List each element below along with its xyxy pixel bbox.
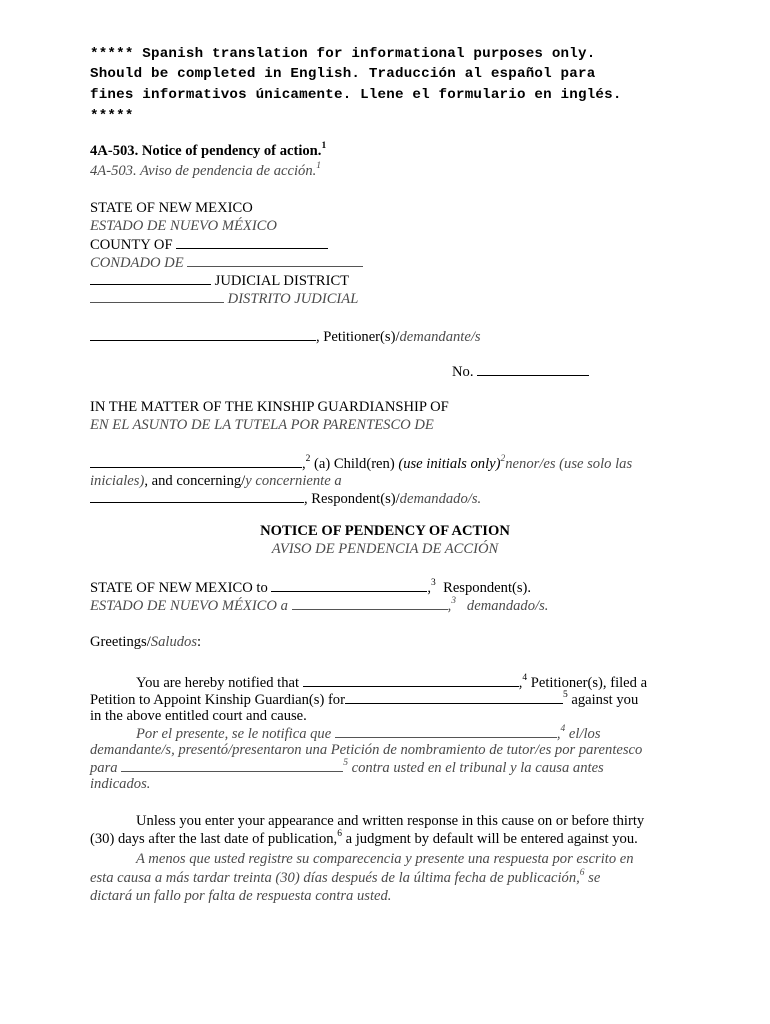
para2-es-line: A menos que usted registre su comparecencia y presente una respuesta por escrito en: [136, 851, 634, 867]
child-field[interactable]: ,$^2$ (a) Child(ren) (use initials only)$^2$nenor/es (use solo las: [90, 455, 632, 473]
county-field-en[interactable]: COUNTY OF: [90, 236, 328, 254]
case-number-field[interactable]: No.: [452, 363, 589, 381]
para1-line: in the above entitled court and cause.: [90, 708, 307, 724]
greeting: Greetings/Saludos:: [90, 634, 202, 650]
form-title-es: 4A-503. Aviso de pendencia de acción.$^1$: [90, 161, 322, 179]
matter-title-en: IN THE MATTER OF THE KINSHIP GUARDIANSHIP OF: [90, 399, 449, 415]
concerning-line: iniciales), and concerning/y concerniente a: [90, 473, 342, 489]
address-field-en[interactable]: STATE OF NEW MEXICO to ,$^3$ Respondent(s).: [90, 578, 532, 596]
petitioner-field[interactable]: , Petitioner(s)/demandante/s: [90, 328, 481, 346]
para1-es-line: demandante/s, presentó/presentaron una Petición de nombramiento de tutor/es por parentesco: [90, 742, 643, 758]
para2-line: (30) days after the last date of publication,$^6$ a judgment by default will be entered against you.: [90, 829, 638, 847]
matter-title-es: EN EL ASUNTO DE LA TUTELA POR PARENTESCO DE: [90, 417, 434, 433]
disclaimer-line: ***** Spanish translation for informational purposes only.: [90, 46, 596, 62]
state-label-es: ESTADO DE NUEVO MÉXICO: [90, 218, 277, 234]
county-field-es[interactable]: CONDADO DE: [90, 254, 363, 272]
para1-es-line[interactable]: Por el presente, se le notifica que ,$^4$ el/los: [136, 724, 601, 742]
para2-line: Unless you enter your appearance and written response in this cause on or before thirty: [136, 813, 645, 829]
form-title-en: 4A-503. Notice of pendency of action.$^1$: [90, 141, 327, 159]
disclaimer-line: Should be completed in English. Traducción al español para: [90, 66, 596, 82]
district-field-en[interactable]: JUDICIAL DISTRICT: [90, 272, 349, 290]
para1-line[interactable]: You are hereby notified that ,$^4$ Petitioner(s), filed a: [136, 673, 648, 691]
para2-es-line: dictará un fallo por falta de respuesta contra usted.: [90, 888, 392, 904]
para1-es-line[interactable]: para $^5$ contra usted en el tribunal y la causa antes: [90, 758, 604, 776]
para2-es-line: esta causa a más tardar treinta (30) días después de la última fecha de publicación,$^6$ se: [90, 868, 601, 886]
state-label-en: STATE OF NEW MEXICO: [90, 200, 253, 216]
respondent-field[interactable]: , Respondent(s)/demandado/s.: [90, 490, 481, 508]
para1-line[interactable]: Petition to Appoint Kinship Guardian(s) for $^5$ against you: [90, 690, 639, 708]
district-field-es[interactable]: DISTRITO JUDICIAL: [90, 290, 358, 308]
notice-heading-en: NOTICE OF PENDENCY OF ACTION: [260, 523, 510, 539]
address-field-es[interactable]: ESTADO DE NUEVO MÉXICO a ,$^3$ demandado/s.: [90, 596, 549, 614]
notice-heading-es: AVISO DE PENDENCIA DE ACCIÓN: [271, 541, 499, 557]
disclaimer-line: fines informativos únicamente. Llene el formulario en inglés.: [90, 87, 622, 103]
disclaimer-line: *****: [90, 108, 134, 124]
para1-es-line: indicados.: [90, 776, 151, 792]
